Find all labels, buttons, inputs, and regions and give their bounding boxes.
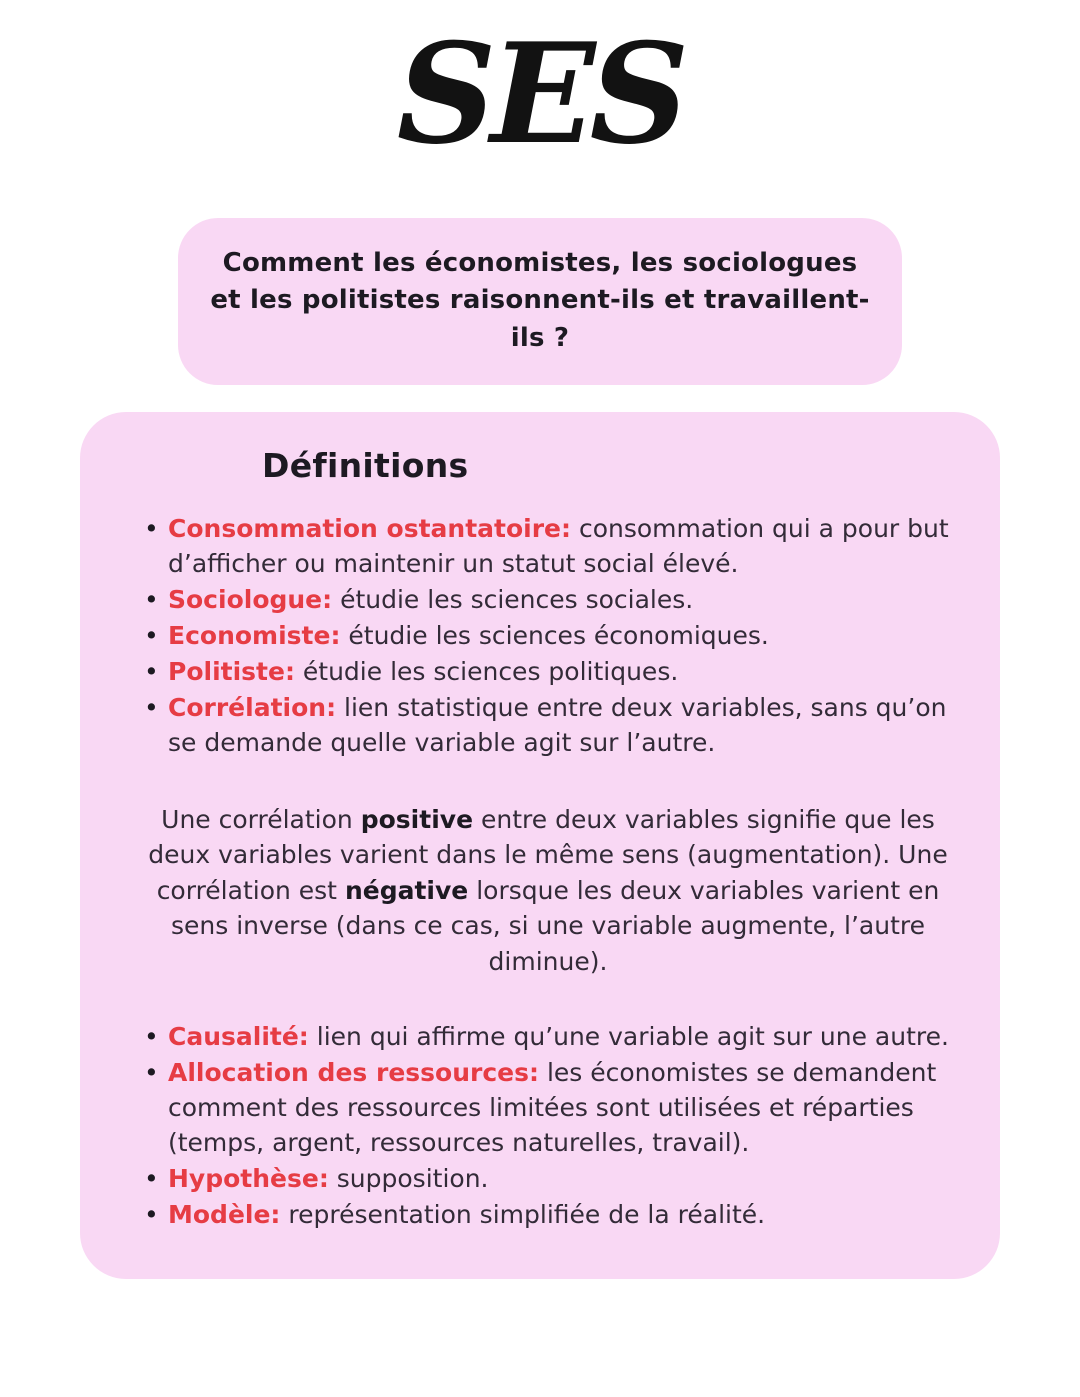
list-item [140,1055,958,1160]
definition-entry [168,654,958,689]
bullet-icon: • [144,656,159,686]
list-item [140,1019,958,1054]
bullet-icon: • [144,620,159,650]
list-item [140,511,958,581]
list-item [140,618,958,653]
list-item [140,1161,958,1196]
definition-entry [168,582,958,617]
definition-entry [168,1161,958,1196]
note-bold-negative: négative [344,875,469,905]
term-definition: lien qui affirme qu’une variable agit sur une autre. [316,1022,949,1052]
bullet-icon: • [144,692,159,722]
page-title: SES [396,12,684,175]
question-text: Comment les économistes, les sociologues et les politistes raisonnent-ils et travaillent-ils ? [210,247,870,354]
note-bold-positive: positive [360,804,474,834]
term-definition: étudie les sciences politiques. [302,656,679,686]
term-label: Economiste: [168,620,341,650]
term-label: Sociologue: [168,584,333,614]
term-label: Causalité: [168,1022,309,1052]
definition-entry [168,1055,958,1160]
definitions-card [80,412,1000,1280]
term-definition: consommation qui a pour but d’afficher ou maintenir un statut social élevé. [168,513,949,578]
list-item [140,1197,958,1232]
term-definition: lien statistique entre deux variables, sans qu’on se demande quelle variable agit sur l’autre. [168,692,947,757]
note-segment: lorsque les deux variables varient en sens inverse (dans ce cas, si une variable augmente, l’autre diminue). [170,875,940,976]
note-segment: Une corrélation [161,804,353,834]
term-label: Modèle: [168,1200,281,1230]
definition-entry [168,1197,958,1232]
term-label: Consommation ostantatoire: [168,513,572,543]
bullet-icon: • [144,1058,159,1088]
term-label: Corrélation: [168,692,337,722]
question-banner [178,218,902,385]
definition-entry [168,618,958,653]
term-label: Hypothèse: [168,1164,329,1194]
term-label: Allocation des ressources: [168,1058,539,1088]
list-item [140,582,958,617]
term-label: Politiste: [168,656,295,686]
term-definition: représentation simplifiée de la réalité. [288,1200,766,1230]
definitions-heading: Définitions [262,445,469,485]
definition-entry [168,511,958,581]
bullet-icon: • [144,1022,159,1052]
bullet-icon: • [144,1164,159,1194]
term-definition: supposition. [336,1164,489,1194]
note-segment: entre deux variables signifie que les deux variables varient dans le même sens (augmentation). Une corrélation est [148,804,948,905]
list-item [140,690,958,760]
definition-list-2 [140,1019,958,1232]
definition-list-1 [140,511,958,760]
definition-entry [168,1019,958,1054]
bullet-icon: • [144,1200,159,1230]
definition-entry [168,690,958,760]
correlation-note [140,802,956,980]
term-definition: étudie les sciences sociales. [340,584,694,614]
term-definition: étudie les sciences économiques. [348,620,769,650]
bullet-icon: • [144,513,159,543]
list-item [140,654,958,689]
bullet-icon: • [144,584,159,614]
term-definition: les économistes se demandent comment des ressources limitées sont utilisées et réparties (temps, argent, ressources naturelles, travail). [168,1058,937,1158]
